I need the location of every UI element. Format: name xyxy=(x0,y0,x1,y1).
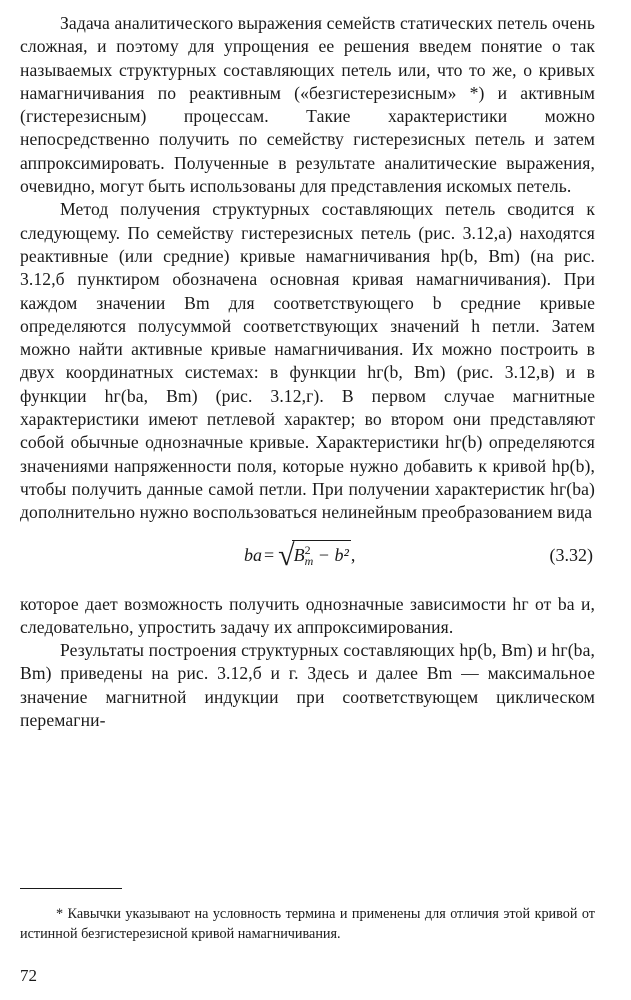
formula-equals: = xyxy=(264,544,275,565)
formula-radicand xyxy=(292,540,351,570)
paragraph-4: Результаты построения структурных составляющих hр(b, Bm) и hг(bа, Bm) приведены на рис. 3.12,б и г. Здесь и далее Bm — максимальное значение магнитной индукции при соответствующем циклическом перемагни- xyxy=(20,640,595,731)
page-body xyxy=(20,12,595,732)
formula-expression xyxy=(244,539,355,573)
paragraph-3: которое дает возможность получить однозначные зависимости hг от bа и, следовательно, упростить задачу их аппроксимирования. xyxy=(20,593,595,637)
radicand-superscript: 2 xyxy=(304,542,311,557)
footnote: * Кавычки указывают на условность термина и применены для отличия этой кривой от истинной безгистерезисной кривой намагничивания. xyxy=(20,906,595,942)
formula-number: (3.32) xyxy=(549,544,593,565)
radicand-subscript: m xyxy=(304,554,314,569)
radicand-base: B xyxy=(293,544,305,565)
formula-3-32 xyxy=(20,531,595,589)
formula-lhs: bа xyxy=(244,544,262,565)
footnote-divider xyxy=(20,888,122,889)
paragraph-1: Задача аналитического выражения семейств статических петель очень сложная, и поэтому для упрощения ее решения введем понятие о так называемых структурных составляющих петель или, что то же, о кривых намагничивания по реактивным («безгистерезисным» *) и активным (гистерезисным) процессам. Такие характеристики можно непосредственно получить по семейству гистерезисных петель и затем аппроксимировать. Полученные в результате аналитические выражения, очевидно, могут быть использованы для представления искомых петель. xyxy=(20,13,595,197)
radicand-rest: − b² xyxy=(313,544,349,565)
page-number: 72 xyxy=(20,966,37,985)
formula-trailing-comma: , xyxy=(350,544,356,565)
square-root-sign: √ xyxy=(278,538,295,572)
paragraph-2: Метод получения структурных составляющих петель сводится к следующему. По семейству гистерезисных петель (рис. 3.12,а) находятся реактивные (или средние) кривые намагничивания hр(b, Bm) (на рис. 3.12,б пунктиром обозначена основная кривая намагничивания). При каждом значении Bm для соответствующего b средние кривые определяются полусуммой соответствующих значений h петли. Затем можно найти активные кривые намагничивания. Их можно построить в двух координатных системах: в функции hг(b, Bm) (рис. 3.12,в) и в функции hг(bа, Bm) (рис. 3.12,г). В первом случае магнитные характеристики имеют петлевой характер; во втором они представляют собой обычные однозначные кривые. Характеристики hг(b) определяются значениями напряженности поля, которые нужно добавить к кривой hр(b), чтобы получить данные самой петли. При получении характеристик hг(bа) дополнительно нужно воспользоваться нелинейным преобразованием вида xyxy=(20,199,595,523)
